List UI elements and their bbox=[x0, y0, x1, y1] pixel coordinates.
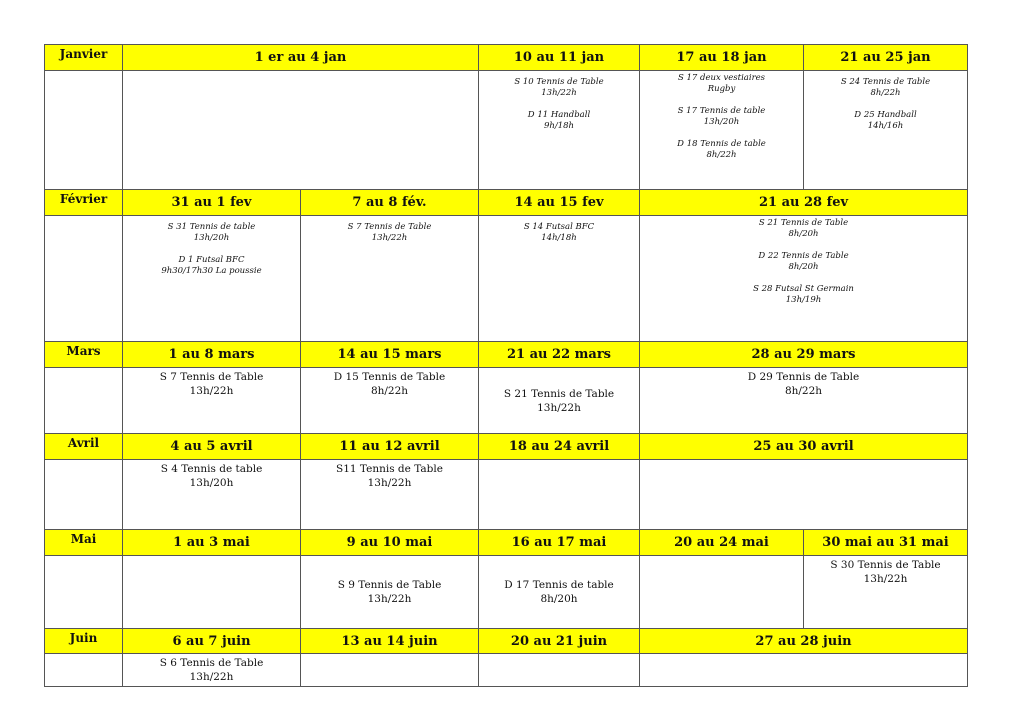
event-time: 8h/22h bbox=[784, 385, 823, 397]
event-title: S 17 deux vestiaires bbox=[677, 73, 766, 83]
event-time: 8h/22h bbox=[706, 150, 737, 160]
event-title: S 28 Futsal St Germain bbox=[753, 284, 854, 294]
event-time: 13h/22h bbox=[537, 401, 581, 414]
week-events-cell bbox=[478, 653, 640, 687]
event-time: Rugby bbox=[707, 84, 736, 94]
week-events-cell bbox=[122, 215, 301, 342]
month-spacer-cell bbox=[44, 70, 123, 190]
week-events-cell bbox=[478, 459, 640, 530]
month-spacer-cell bbox=[44, 555, 123, 629]
week-header: 10 au 11 jan bbox=[478, 44, 640, 71]
event-time: 9h/18h bbox=[543, 121, 575, 131]
event-title: D 29 Tennis de Table bbox=[747, 371, 860, 383]
week-header: 16 au 17 mai bbox=[478, 529, 640, 556]
week-header: 4 au 5 avril bbox=[122, 433, 301, 460]
week-header: 21 au 25 jan bbox=[803, 44, 968, 71]
event-title: S 17 Tennis de table bbox=[677, 106, 766, 116]
event-title: D 17 Tennis de table bbox=[504, 579, 614, 591]
week-header: 11 au 12 avril bbox=[300, 433, 479, 460]
event-title: S 30 Tennis de Table bbox=[830, 559, 941, 571]
week-events-cell bbox=[300, 459, 479, 530]
event-title: S 31 Tennis de table bbox=[167, 222, 256, 232]
month-spacer-cell bbox=[44, 215, 123, 342]
week-header: 31 au 1 fev bbox=[122, 189, 301, 216]
event-time: 13h/19h bbox=[785, 295, 822, 305]
week-header: 21 au 28 fev bbox=[639, 189, 968, 216]
month-spacer-cell bbox=[44, 367, 123, 434]
event-time: 13h/22h bbox=[863, 573, 908, 585]
week-header: 7 au 8 fév. bbox=[300, 189, 479, 216]
week-events-cell bbox=[803, 70, 968, 190]
week-header: 1 au 8 mars bbox=[122, 341, 301, 368]
event-title: S 24 Tennis de Table bbox=[840, 77, 931, 87]
week-events-cell bbox=[478, 215, 640, 342]
event-title: S 7 Tennis de Table bbox=[159, 371, 264, 383]
week-events-cell bbox=[478, 555, 640, 629]
week-header: 28 au 29 mars bbox=[639, 341, 968, 368]
event-title: D 25 Handball bbox=[854, 110, 917, 120]
week-events-cell bbox=[122, 70, 479, 190]
week-events-cell bbox=[300, 555, 479, 629]
week-header: 27 au 28 juin bbox=[639, 628, 968, 654]
week-header: 18 au 24 avril bbox=[478, 433, 640, 460]
week-events-cell bbox=[122, 367, 301, 434]
event-time: 14h/18h bbox=[541, 233, 577, 243]
month-label: Avril bbox=[44, 433, 123, 460]
week-events-cell bbox=[639, 367, 968, 434]
event-time: 13h/22h bbox=[371, 233, 408, 243]
week-events-cell bbox=[478, 367, 640, 434]
week-events-cell bbox=[639, 215, 968, 342]
week-events-cell bbox=[122, 555, 301, 629]
event-time: 13h/20h bbox=[193, 233, 230, 243]
event-time: 8h/20h bbox=[788, 229, 819, 239]
month-spacer-cell bbox=[44, 653, 123, 687]
week-header: 14 au 15 fev bbox=[478, 189, 640, 216]
month-label: Mars bbox=[44, 341, 123, 368]
week-header: 20 au 21 juin bbox=[478, 628, 640, 654]
week-header: 1 er au 4 jan bbox=[122, 44, 479, 71]
event-title: D 11 Handball bbox=[527, 110, 591, 120]
week-events-cell bbox=[122, 459, 301, 530]
event-title: S 9 Tennis de Table bbox=[337, 579, 442, 591]
event-title: S 6 Tennis de Table bbox=[159, 657, 264, 669]
week-header: 30 mai au 31 mai bbox=[803, 529, 968, 556]
week-events-cell bbox=[639, 459, 968, 530]
event-time: 8h/22h bbox=[870, 88, 901, 98]
week-header: 20 au 24 mai bbox=[639, 529, 804, 556]
event-time: 13h/20h bbox=[189, 477, 234, 489]
month-label: Mai bbox=[44, 529, 123, 556]
event-title: D 15 Tennis de Table bbox=[333, 371, 446, 383]
event-title: S11 Tennis de Table bbox=[336, 463, 443, 475]
month-label: Juin bbox=[44, 628, 123, 654]
week-header: 9 au 10 mai bbox=[300, 529, 479, 556]
month-spacer-cell bbox=[44, 459, 123, 530]
week-events-cell bbox=[478, 70, 640, 190]
event-title: S 4 Tennis de table bbox=[160, 463, 263, 475]
week-events-cell bbox=[639, 653, 968, 687]
event-time: 8h/20h bbox=[540, 593, 578, 605]
event-time: 14h/16h bbox=[867, 121, 904, 131]
week-header: 21 au 22 mars bbox=[478, 341, 640, 368]
week-events-cell bbox=[639, 70, 804, 190]
event-title: S 14 Futsal BFC bbox=[523, 222, 595, 232]
week-header: 14 au 15 mars bbox=[300, 341, 479, 368]
event-title: S 7 Tennis de Table bbox=[347, 222, 432, 232]
week-header: 13 au 14 juin bbox=[300, 628, 479, 654]
event-time: 13h/22h bbox=[541, 88, 577, 98]
event-time: 13h/22h bbox=[367, 593, 412, 605]
event-title: D 1 Futsal BFC bbox=[178, 255, 245, 265]
week-header: 6 au 7 juin bbox=[122, 628, 301, 654]
week-events-cell bbox=[803, 555, 968, 629]
event-time: 9h30/17h30 La poussie bbox=[161, 266, 262, 276]
event-title: S 21 Tennis de Table bbox=[758, 218, 849, 228]
event-title: S 21 Tennis de Table bbox=[503, 387, 615, 400]
event-time: 13h/22h bbox=[189, 671, 234, 683]
event-time: 13h/22h bbox=[367, 477, 412, 489]
event-time: 13h/22h bbox=[189, 385, 234, 397]
month-label: Janvier bbox=[44, 44, 123, 71]
week-events-cell bbox=[639, 555, 804, 629]
event-time: 8h/20h bbox=[788, 262, 819, 272]
week-header: 17 au 18 jan bbox=[639, 44, 804, 71]
week-events-cell bbox=[300, 367, 479, 434]
week-events-cell bbox=[122, 653, 301, 687]
event-title: D 18 Tennis de table bbox=[677, 139, 766, 149]
week-events-cell bbox=[300, 215, 479, 342]
event-time: 13h/20h bbox=[703, 117, 740, 127]
week-events-cell bbox=[300, 653, 479, 687]
event-title: S 10 Tennis de Table bbox=[514, 77, 604, 87]
week-header: 25 au 30 avril bbox=[639, 433, 968, 460]
event-title: D 22 Tennis de Table bbox=[758, 251, 849, 261]
month-label: Février bbox=[44, 189, 123, 216]
week-header: 1 au 3 mai bbox=[122, 529, 301, 556]
event-time: 8h/22h bbox=[370, 385, 409, 397]
